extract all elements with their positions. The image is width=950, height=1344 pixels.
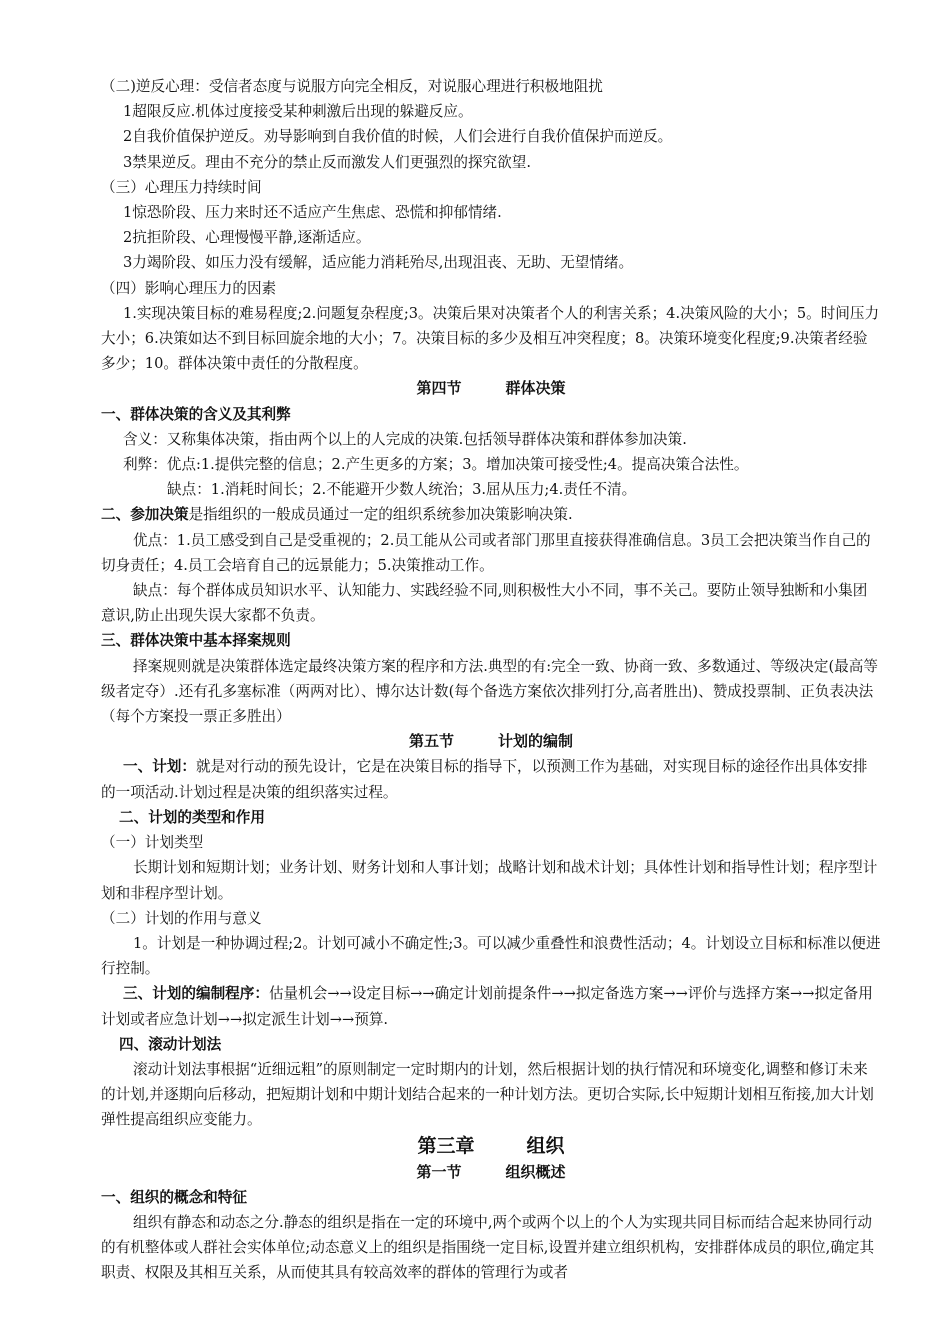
paragraph bbox=[101, 502, 881, 527]
subheading: （一）计划类型 bbox=[101, 834, 204, 852]
chapter-number: 第三章 bbox=[417, 1134, 475, 1157]
section-number: 第一节 bbox=[416, 1162, 462, 1181]
heading: 一、组织的概念和特征 bbox=[101, 1188, 247, 1206]
section-title: 组织概述 bbox=[505, 1162, 566, 1181]
list-item: 1惊恐阶段、压力来时还不适应产生焦虑、恐慌和抑郁情绪. bbox=[123, 204, 502, 222]
heading: 一、群体决策的含义及其利弊 bbox=[101, 405, 291, 423]
list-item: 3力竭阶段、如压力没有缓解，适应能力消耗殆尽,出现沮丧、无助、无望情绪。 bbox=[123, 254, 634, 272]
paragraph: 缺点：每个群体成员知识水平、认知能力、实践经验不同,则积极性大小不同，事不关己。要防止领导独断和小集团意识,防止出现失误大家都不负责。 bbox=[101, 582, 868, 625]
subheading-stress-factors: （四）影响心理压力的因素 bbox=[101, 279, 277, 297]
section-heading-1 bbox=[101, 1160, 881, 1185]
heading: 二、计划的类型和作用 bbox=[119, 808, 265, 826]
section-heading-4 bbox=[101, 376, 881, 401]
paragraph: 长期计划和短期计划；业务计划、财务计划和人事计划；战略计划和战术计划；具体性计划和指导性计划；程序型计划和非程序型计划。 bbox=[101, 859, 878, 902]
paragraph: 缺点：1.消耗时间长；2.不能避开少数人统治；3.屈从压力;4.责任不清。 bbox=[167, 481, 637, 499]
list-item: 2抗拒阶段、心理慢慢平静,逐渐适应。 bbox=[123, 229, 371, 247]
paragraph: 利弊：优点:1.提供完整的信息；2.产生更多的方案；3。增加决策可接受性;4。提高决策合法性。 bbox=[123, 456, 749, 474]
paragraph: 1。计划是一种协调过程;2。计划可减小不确定性;3。可以减少重叠性和浪费性活动；4。计划设立目标和标准以便进行控制。 bbox=[101, 934, 881, 978]
paragraph: 优点：1.员工感受到自己是受重视的；2.员工能从公司或者部门那里直接获得准确信息。3员工会把决策当作自己的切身责任；4.员工会培育自己的远景能力；5.决策推动工作。 bbox=[101, 531, 871, 574]
section-title: 群体决策 bbox=[505, 379, 566, 398]
subheading: （二）计划的作用与意义 bbox=[101, 909, 262, 927]
paragraph: 择案规则就是决策群体选定最终决策方案的程序和方法.典型的有:完全一致、协商一致、多数通过、等级决定(最高等级者定夺）.还有孔多塞标准（两两对比）、博尔达计数(每个备选方案依次排列打分,高者胜出)、赞成投票制、正负表决法（每个方案投一票正多胜出） bbox=[101, 657, 878, 726]
paragraph bbox=[101, 981, 881, 1031]
subheading-stress-duration: （三）心理压力持续时间 bbox=[101, 178, 262, 196]
subheading-reverse-psychology: （二)逆反心理：受信者态度与说服方向完全相反，对说服心理进行积极地阻扰 bbox=[101, 78, 603, 95]
chapter-title: 组织 bbox=[526, 1134, 565, 1157]
inline-heading: 二、参加决策 bbox=[101, 506, 189, 524]
list-item: 3禁果逆反。理由不充分的禁止反而激发人们更强烈的探究欲望. bbox=[123, 153, 531, 171]
paragraph: 组织有静态和动态之分.静态的组织是指在一定的环境中,两个或两个以上的个人为实现共同目标而结合起来协同行动的有机整体或人群社会实体单位;动态意义上的组织是指围绕一定目标,设置并建立组织机构，安排群体成员的职位,确定其职责、权限及其相互关系，从而使其具有较高效率的群体的管理行为或者 bbox=[101, 1213, 875, 1282]
section-heading-5 bbox=[101, 729, 881, 754]
paragraph: 滚动计划法事根据“近细远粗”的原则制定一定时期内的计划，然后根据计划的执行情况和环境变化,调整和修订未来的计划,并逐期向后移动，把短期计划和中期计划结合起来的一种计划方法。更切合实际,长中短期计划相互衔接,加大计划弹性提高组织应变能力。 bbox=[101, 1060, 874, 1129]
inline-text: 就是对行动的预先设计，它是在决策目标的指导下，以预测工作为基础，对实现目标的途径作出具体安排的一项活动.计划过程是决策的组织落实过程。 bbox=[101, 758, 868, 801]
section-number: 第五节 bbox=[408, 732, 454, 751]
paragraph bbox=[101, 754, 881, 804]
chapter-heading-3 bbox=[101, 1133, 881, 1160]
paragraph: 1.实现决策目标的难易程度;2.问题复杂程度;3。决策后果对决策者个人的利害关系；4.决策风险的大小；5。时间压力大小；6.决策如达不到目标回旋余地的大小；7。决策目标的多少及相互冲突程度；8。决策环境变化程度;9.决策者经验多少；10。群体决策中责任的分散程度。 bbox=[101, 304, 880, 373]
list-item: 1超限反应.机体过度接受某种刺激后出现的躲避反应。 bbox=[123, 103, 473, 121]
inline-text: 估量机会→→设定目标→→确定计划前提条件→→拟定备选方案→→评价与选择方案→→拟定备用计划或者应急计划→→拟定派生计划→→预算. bbox=[101, 985, 873, 1028]
heading: 四、滚动计划法 bbox=[119, 1035, 222, 1053]
document-page bbox=[101, 74, 881, 1286]
section-number: 第四节 bbox=[416, 379, 462, 398]
section-title: 计划的编制 bbox=[498, 732, 574, 751]
heading: 三、群体决策中基本择案规则 bbox=[101, 632, 291, 650]
paragraph: 含义：又称集体决策，指由两个以上的人完成的决策.包括领导群体决策和群体参加决策. bbox=[123, 430, 687, 448]
inline-text: 是指组织的一般成员通过一定的组织系统参加决策影响决策. bbox=[188, 506, 573, 524]
list-item: 2自我价值保护逆反。劝导影响到自我价值的时候，人们会进行自我价值保护而逆反。 bbox=[123, 128, 673, 146]
inline-heading: 一、计划： bbox=[123, 758, 196, 776]
inline-heading: 三、计划的编制程序： bbox=[123, 985, 269, 1003]
